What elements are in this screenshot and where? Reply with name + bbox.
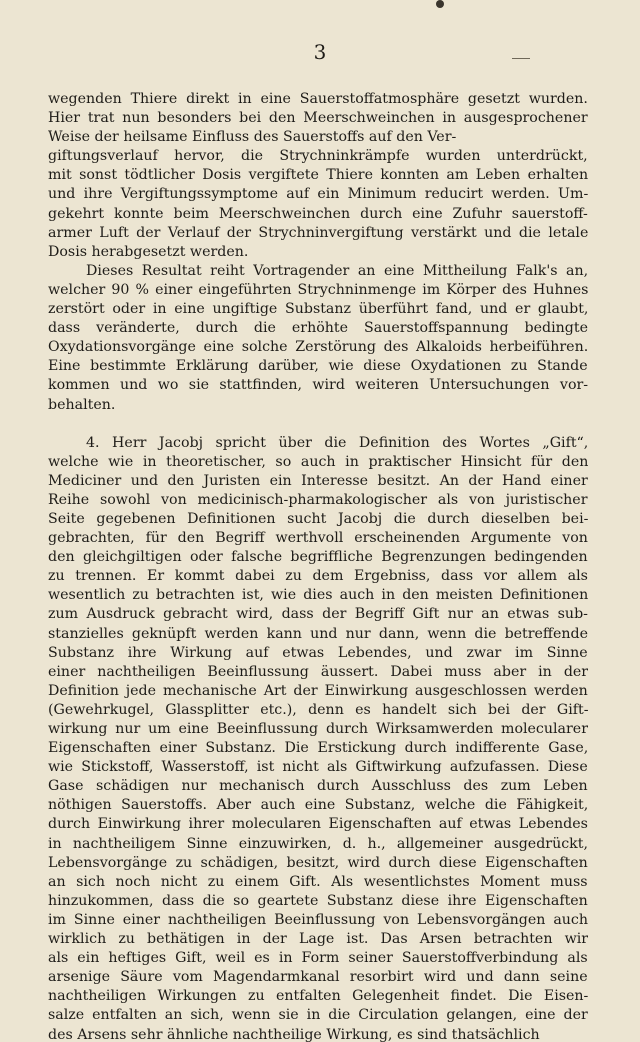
body-text [48, 90, 588, 1042]
text-line: Substanz ihre Wirkung auf etwas Lebendes, und zwar im Sinne [48, 644, 588, 661]
text-line: mit sonst tödtlicher Dosis vergiftete Thiere konnten am Leben erhalten [48, 167, 588, 184]
text-line: behalten. [48, 396, 116, 413]
text-line: 4. Herr Jacobj spricht über die Definition des Wortes „Gift“, [86, 434, 588, 451]
paragraph-2 [48, 262, 588, 415]
text-line: Reihe sowohl von medicinisch-pharmakologischer als von juristischer [48, 491, 588, 508]
text-line: dass veränderte, durch die erhöhte Sauerstoffspannung bedingte [48, 320, 588, 337]
text-line: kommen und wo sie stattfinden, wird weiteren Untersuchungen vor- [48, 377, 588, 394]
text-line: wirklich zu bethätigen in der Lage ist. Das Arsen betrachten wir [48, 931, 588, 948]
text-line: stanzielles geknüpft werden kann und nur dann, wenn die betreffende [48, 625, 588, 642]
paragraph-1 [48, 90, 588, 262]
text-line: wie Stickstoff, Wasserstoff, ist nicht als Giftwirkung aufzufassen. Diese [48, 759, 588, 776]
text-line: Gase schädigen nur mechanisch durch Ausschluss des zum Leben [48, 778, 588, 795]
text-line: nöthigen Sauerstoffs. Aber auch eine Substanz, welche die Fähigkeit, [48, 797, 588, 814]
text-line: armer Luft der Verlauf der Strychninvergiftung verstärkt und die letale [48, 224, 588, 241]
text-line: Definition jede mechanische Art der Einwirkung ausgeschlossen werden [48, 682, 588, 699]
section-gap [48, 415, 588, 434]
text-line: Seite gegebenen Definitionen sucht Jacobj die durch dieselben bei- [48, 510, 588, 527]
text-line: Eigenschaften einer Substanz. Die Erstickung durch indifferente Gase, [48, 740, 588, 757]
text-line: an sich noch nicht zu einem Gift. Als wesentlichstes Moment muss [48, 873, 588, 890]
text-line: welche wie in theoretischer, so auch in praktischer Hinsicht für den [48, 453, 588, 470]
text-line: Mediciner und den Juristen ein Interesse besitzt. An der Hand einer [48, 472, 588, 489]
text-line: wesentlich zu betrachten ist, wie dies auch in den meisten Definitionen [48, 587, 588, 604]
text-line: zerstört oder in eine ungiftige Substanz überführt fand, und er glaubt, [48, 301, 588, 318]
text-line: des Arsens sehr ähnliche nachtheilige Wirkung, es sind thatsächlich [48, 1026, 540, 1042]
text-line: und ihre Vergiftungssymptome auf ein Minimum reducirt werden. Um- [48, 186, 588, 203]
text-line: gekehrt konnte beim Meerschweinchen durch eine Zufuhr sauerstoff- [48, 205, 588, 222]
text-line: im Sinne einer nachtheiligen Beeinflussung von Lebensvorgängen auch [48, 911, 588, 928]
text-line: einer nachtheiligen Beeinflussung äussert. Dabei muss aber in der [48, 663, 588, 680]
text-line: wirkung nur um eine Beeinflussung durch Wirksamwerden molecularer [48, 721, 588, 737]
text-line: Weise der heilsame Einfluss des Sauerstoffs auf den Ver- [48, 129, 457, 146]
text-line: arsenige Säure vom Magendarmkanal resorbirt wird und dann seine [48, 969, 588, 986]
text-line: Oxydationsvorgänge eine solche Zerstörung des Alkaloids herbeiführen. [48, 339, 588, 356]
text-line: wegenden Thiere direkt in eine Sauerstoffatmosphäre gesetzt wurden. [48, 91, 588, 107]
paragraph-3 [48, 434, 588, 1042]
text-line: Hier trat nun besonders bei den Meerschweinchen in ausgesprochener [48, 110, 588, 127]
text-line: (Gewehrkugel, Glassplitter etc.), denn es handelt sich bei der Gift- [48, 701, 588, 718]
text-line: nachtheiligen Wirkungen zu entfalten Gelegenheit findet. Die Eisen- [48, 988, 588, 1005]
ink-mark [512, 58, 530, 59]
text-line: als ein heftiges Gift, weil es in Form seiner Sauerstoffverbindung als [48, 950, 588, 967]
text-line: giftungsverlauf hervor, die Strychninkrämpfe wurden unterdrückt, [48, 148, 588, 165]
text-line: salze entfalten an sich, wenn sie in die Circulation gelangen, eine der [48, 1007, 588, 1024]
text-line: gebrachten, für den Begriff werthvoll erscheinenden Argumente von [48, 530, 588, 547]
text-line: zu trennen. Er kommt dabei zu dem Ergebniss, dass vor allem als [48, 568, 588, 585]
text-line: Lebensvorgänge zu schädigen, besitzt, wird durch diese Eigenschaften [48, 854, 588, 871]
text-line: in nachtheiligem Sinne einzuwirken, d. h., allgemeiner ausgedrückt, [48, 835, 588, 852]
text-line: den gleichgiltigen oder falsche begriffliche Begrenzungen bedingenden [48, 549, 588, 566]
page-number: 3 [313, 40, 327, 64]
text-line: hinzukommen, dass die so geartete Substanz diese ihre Eigenschaften [48, 892, 588, 909]
text-line: Eine bestimmte Erklärung darüber, wie diese Oxydationen zu Stande [48, 358, 588, 375]
text-line: durch Einwirkung ihrer molecularen Eigenschaften auf etwas Lebendes [48, 816, 588, 833]
text-line: zum Ausdruck gebracht wird, dass der Begriff Gift nur an etwas sub- [48, 606, 588, 623]
text-line: Dosis herabgesetzt werden. [48, 243, 249, 260]
text-line: welcher 90 % einer eingeführten Strychninmenge im Körper des Huhnes [48, 281, 588, 298]
text-line: Dieses Resultat reiht Vortragender an eine Mittheilung Falk's an, [86, 262, 588, 279]
ink-dot [436, 0, 444, 8]
